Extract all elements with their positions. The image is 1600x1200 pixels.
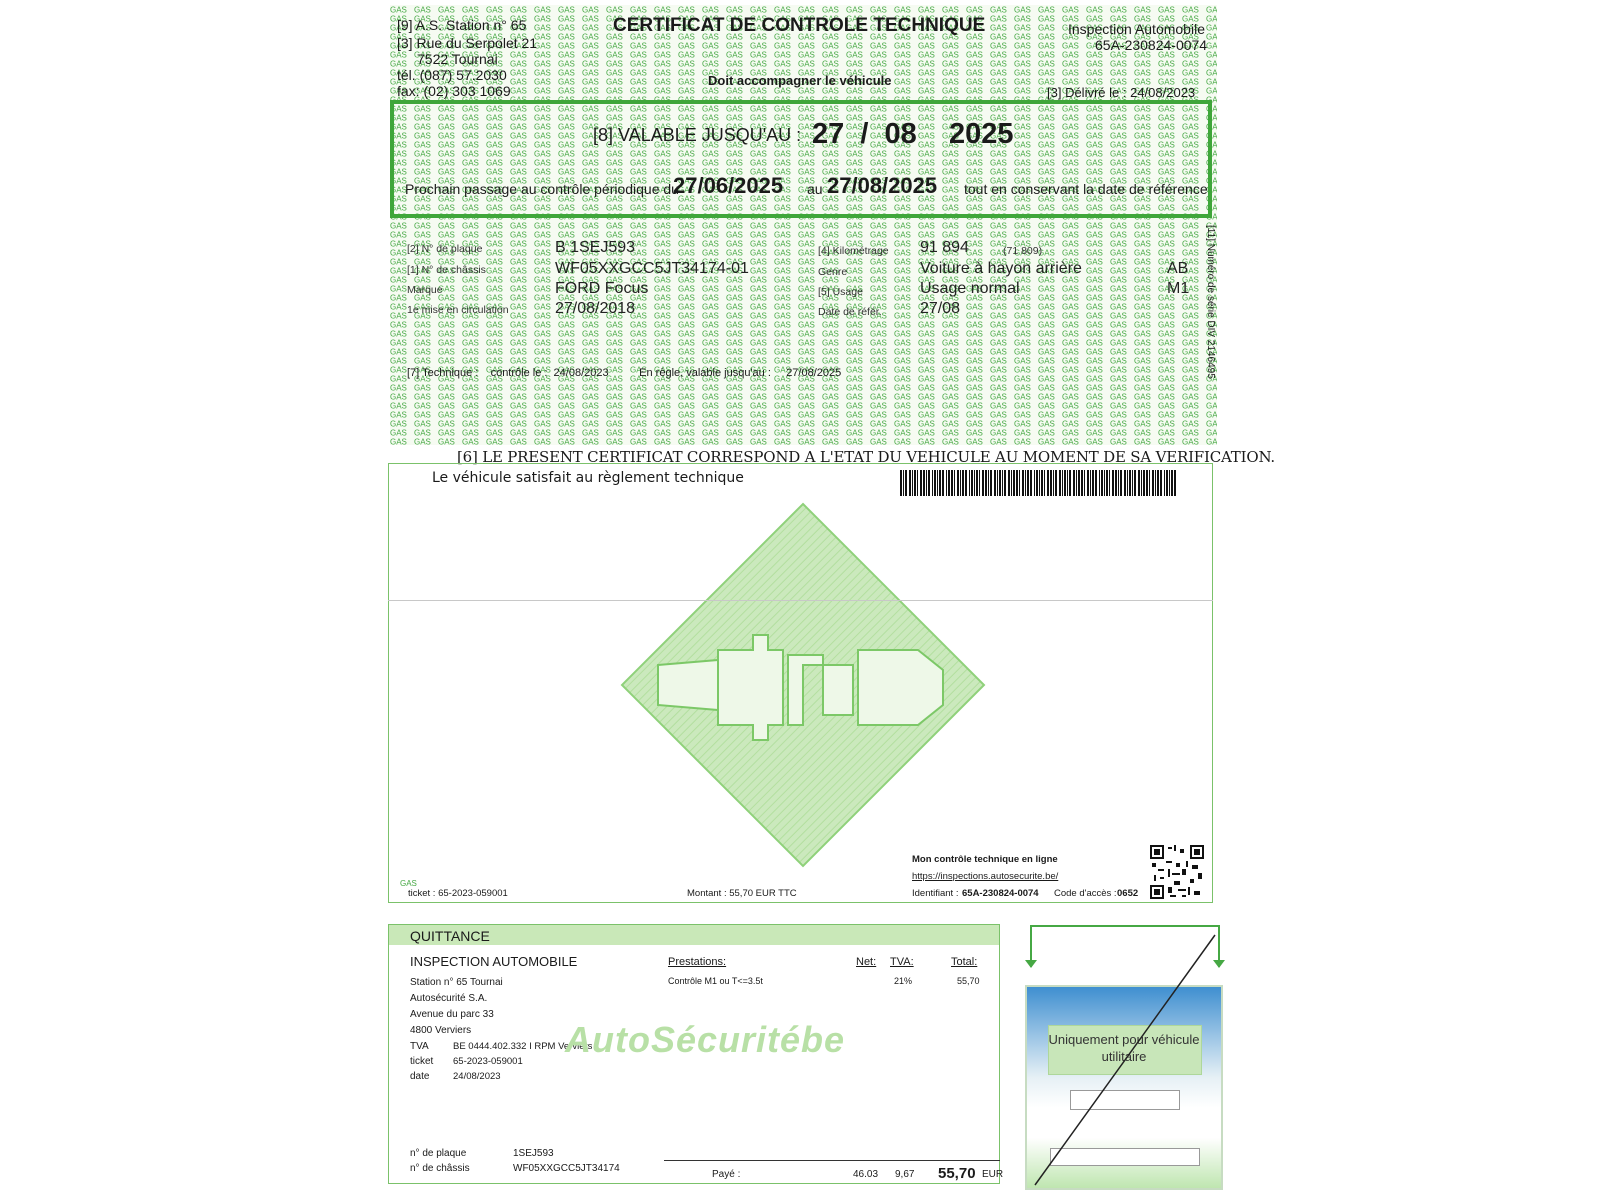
gas-note: GAS [400, 879, 417, 888]
validity-box [390, 100, 1212, 218]
receipt-chassis-value: WF05XXGCC5JT34174 [513, 1163, 620, 1174]
paid-label: Payé : [712, 1169, 741, 1180]
genre-value: Voiture à hayon arrière [920, 260, 1082, 277]
reference-date-label: Date de référ. [818, 306, 882, 318]
line-tva: 21% [894, 976, 913, 986]
make-value: FORD Focus [555, 280, 649, 297]
station-line-5: fax: (02) 303 1069 [397, 83, 511, 99]
usage-code: M1 [1167, 280, 1190, 297]
barcode [900, 470, 1212, 496]
online-title: Mon contrôle technique en ligne [912, 854, 1058, 865]
receipt-tva-value: BE 0444.402.332 I RPM Verviers [453, 1041, 593, 1052]
receipt-address-3: Avenue du parc 33 [410, 1009, 494, 1020]
certificate-statement: [6] LE PRESENT CERTIFICAT CORRESPOND A L'ETAT DU VEHICULE AU MOMENT DE SA VERIFICATION. [457, 448, 1275, 466]
inspection-result: Le véhicule satisfait au règlement technique [432, 470, 744, 486]
totals-separator [664, 1160, 1000, 1161]
autosecurite-logo: AutoSécuritébe [565, 1019, 846, 1060]
grand-total: 55,70 [938, 1165, 976, 1182]
receipt-date-value: 24/08/2023 [453, 1071, 501, 1082]
receipt-tva-label: TVA [410, 1041, 429, 1052]
serial-number-side: [11] Numéro de série DIV 2146495 [1205, 225, 1216, 379]
chassis-value: WF05XXGCC5JT34174-01 [555, 260, 749, 277]
net-total: 46.03 [853, 1169, 879, 1180]
km-label: [4] Kilométrage [818, 245, 889, 257]
receipt-address-4: 4800 Verviers [410, 1025, 472, 1036]
plate-value: B 1SEJ593 [555, 239, 636, 256]
line-total: 55,70 [957, 976, 980, 986]
receipt-date-label: date [410, 1071, 430, 1082]
issued-date: [3] Délivré le : 24/08/2023 [1047, 85, 1196, 100]
reference-date-value: 27/08 [920, 300, 961, 317]
receipt-plate-value: 1SEJ593 [513, 1148, 554, 1159]
gas-diamond-emblem [618, 500, 988, 870]
next-inspection-to-word: au [807, 181, 823, 197]
org-name: Inspection Automobile [1068, 21, 1205, 37]
col-prestations: Prestations: [668, 956, 727, 968]
receipt-company: INSPECTION AUTOMOBILE [410, 954, 578, 969]
receipt-plate-label: n° de plaque [410, 1148, 467, 1159]
col-net: Net: [856, 956, 877, 968]
amount: Montant : 55,70 EUR TTC [687, 888, 797, 899]
tva-total: 9,67 [895, 1169, 915, 1180]
receipt-ticket-value: 65-2023-059001 [453, 1056, 523, 1067]
cross-out-line [1025, 930, 1225, 1190]
ticket-number: ticket : 65-2023-059001 [408, 888, 508, 899]
fold-line [388, 600, 1213, 601]
plate-label: [2] N° de plaque [407, 243, 483, 255]
make-label: Marque [407, 284, 443, 296]
genre-label: Genre [818, 266, 848, 278]
online-url-link[interactable]: https://inspections.autosecurite.be/ [912, 871, 1059, 882]
col-tva: TVA: [890, 956, 914, 968]
next-inspection-prefix: Prochain passage au contrôle périodique du [405, 181, 679, 197]
technique-line: [7] Technique : contrôle le : 24/08/2023 En règle, valable jusqu'au : 27/08/2025 [407, 367, 842, 379]
station-line-4: tél. (087) 57.2030 [397, 67, 507, 83]
next-inspection-suffix: tout en conservant la date de référence [964, 181, 1208, 197]
online-id-label: Identifiant : [912, 888, 959, 899]
validity-label: [8] VALABLE JUSQU'AU : [593, 125, 802, 145]
online-code: 0652 [1117, 888, 1139, 899]
station-line-1: [9] A.S. Station n° 65 [397, 17, 527, 33]
validity-date: 27 / 08 2025 [812, 118, 1014, 150]
genre-code: AB [1167, 260, 1189, 277]
col-total: Total: [951, 956, 978, 968]
station-line-2: [3] Rue du Serpolet 21 [397, 35, 538, 51]
receipt-address-2: Autosécurité S.A. [410, 993, 488, 1004]
utility-text: Uniquement pour véhicule utilitaire [1048, 1032, 1200, 1064]
first-registration-label: 1e mise en circulation [407, 304, 509, 316]
usage-value: Usage normal [920, 280, 1020, 297]
chassis-label: [1] N° de châssis [407, 264, 486, 276]
next-inspection-to: 27/08/2025 [827, 173, 938, 198]
currency: EUR [982, 1169, 1004, 1180]
first-registration-value: 27/08/2018 [555, 300, 636, 317]
certificate-subtitle: Doit accompagner le véhicule [708, 73, 892, 88]
line-description: Contrôle M1 ou T<=3.5t [668, 976, 763, 986]
gas-background [390, 5, 1217, 445]
usage-label: [5] Usage [818, 286, 863, 298]
certificate-title: CERTIFICAT DE CONTROLE TECHNIQUE [613, 15, 986, 36]
receipt-chassis-label: n° de châssis [410, 1163, 470, 1174]
certificate-number: 65A-230824-0074 [1095, 37, 1208, 53]
next-inspection-from: 27/06/2025 [673, 173, 784, 198]
online-code-label: Code d'accès : [1054, 888, 1117, 899]
station-line-3: 7522 Tournai [417, 51, 498, 67]
km-previous: (71 809) [1003, 245, 1043, 257]
receipt-ticket-label: ticket [410, 1056, 434, 1067]
km-value: 91 894 [920, 239, 969, 256]
receipt-title: QUITTANCE [410, 928, 490, 944]
receipt-address-1: Station n° 65 Tournai [410, 977, 503, 988]
online-id: 65A-230824-0074 [962, 888, 1039, 899]
qr-code [1150, 845, 1204, 899]
